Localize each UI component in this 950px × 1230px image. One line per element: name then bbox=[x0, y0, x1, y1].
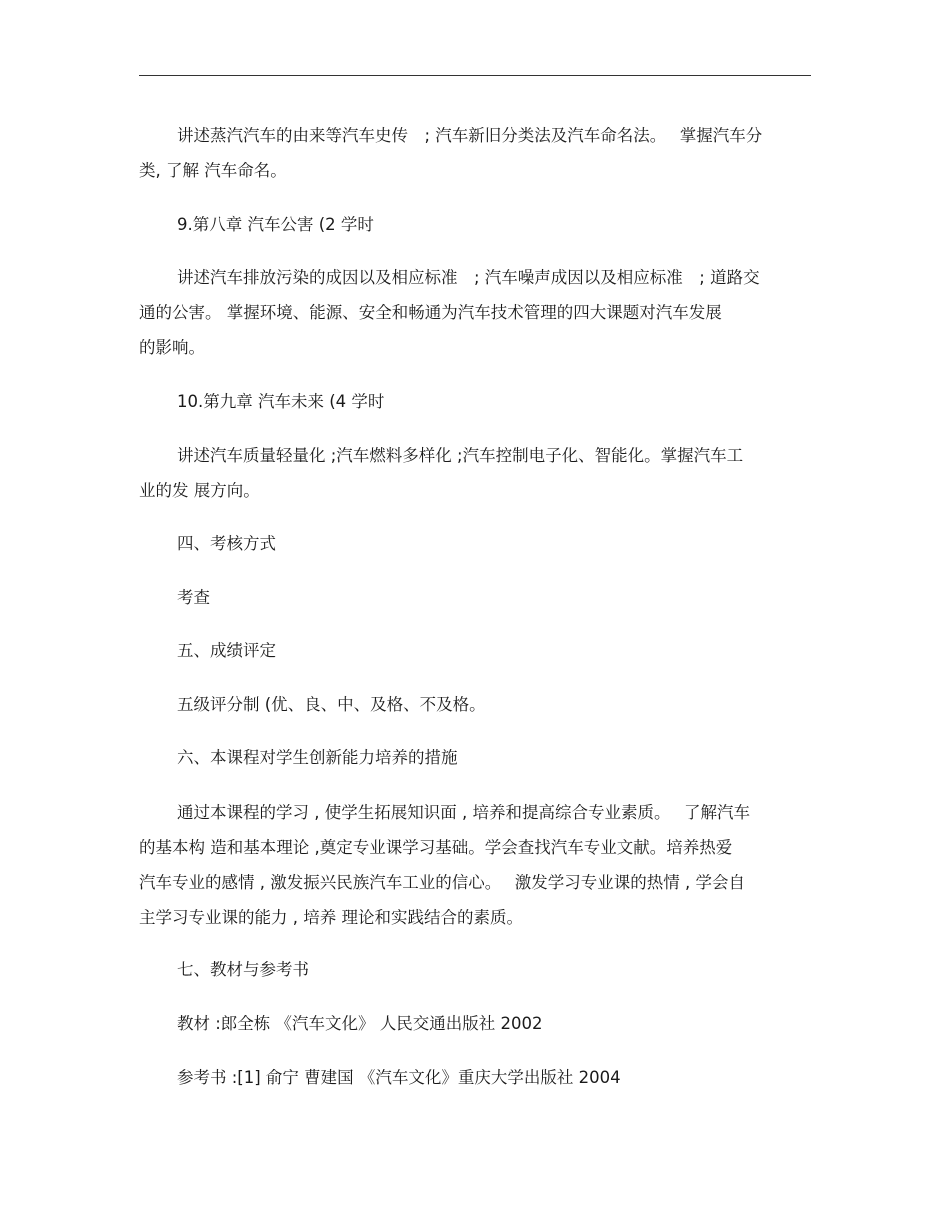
text-reference-book bbox=[139, 1060, 811, 1095]
text-line: 汽车专业的感情 , 激发振兴民族汽车工业的信心。 激发学习专业课的热情 , 学会自 bbox=[139, 873, 745, 892]
text-grading-scale bbox=[139, 687, 811, 722]
text-line: 通的公害。 掌握环境、能源、安全和畅通为汽车技术管理的四大课题对汽车发展 bbox=[139, 303, 722, 322]
text-line: 通过本课程的学习 , 使学生拓展知识面 , 培养和提高综合专业素质。 了解汽车 bbox=[177, 803, 750, 822]
text-line: 的基本构 造和基本理论 ,奠定专业课学习基础。学会查找汽车专业文献。培养热爱 bbox=[139, 838, 733, 857]
text-line: 教材 :郎全栋 《汽车文化》 人民交通出版社 2002 bbox=[177, 1014, 543, 1033]
text-line: 10.第九章 汽车未来 (4 学时 bbox=[177, 392, 385, 411]
text-line: 讲述蒸汽汽车的由来等汽车史传 ; 汽车新旧分类法及汽车命名法。 掌握汽车分 bbox=[177, 126, 763, 145]
text-line: 四、考核方式 bbox=[177, 534, 276, 553]
text-line: 讲述汽车质量轻量化 ;汽车燃料多样化 ;汽车控制电子化、智能化。掌握汽车工 bbox=[177, 446, 744, 465]
heading-assessment bbox=[139, 526, 811, 561]
text-assessment-method bbox=[139, 580, 811, 615]
text-line: 参考书 :[1] 俞宁 曹建国 《汽车文化》重庆大学出版社 2004 bbox=[177, 1068, 621, 1087]
text-line: 的影响。 bbox=[139, 338, 205, 357]
text-line: 9.第八章 汽车公害 (2 学时 bbox=[177, 215, 374, 234]
paragraph-steam-car-history bbox=[139, 118, 811, 188]
heading-innovation bbox=[139, 740, 811, 775]
heading-grading bbox=[139, 633, 811, 668]
heading-chapter-8 bbox=[139, 207, 811, 242]
heading-textbooks bbox=[139, 952, 811, 987]
paragraph-future bbox=[139, 438, 811, 508]
text-line: 业的发 展方向。 bbox=[139, 481, 260, 500]
header-rule bbox=[139, 75, 811, 76]
text-line: 类, 了解 汽车命名。 bbox=[139, 161, 287, 180]
text-line: 六、本课程对学生创新能力培养的措施 bbox=[177, 748, 458, 767]
text-line: 七、教材与参考书 bbox=[177, 960, 309, 979]
text-line: 主学习专业课的能力 , 培养 理论和实践结合的素质。 bbox=[139, 908, 523, 927]
paragraph-pollution bbox=[139, 260, 811, 365]
text-line: 五级评分制 (优、良、中、及格、不及格。 bbox=[177, 695, 486, 714]
text-line: 考查 bbox=[177, 588, 210, 607]
text-line: 五、成绩评定 bbox=[177, 641, 276, 660]
text-textbook bbox=[139, 1006, 811, 1041]
paragraph-innovation-measures bbox=[139, 795, 811, 935]
text-line: 讲述汽车排放污染的成因以及相应标准 ; 汽车噪声成因以及相应标准 ; 道路交 bbox=[177, 268, 760, 287]
heading-chapter-9 bbox=[139, 384, 811, 419]
